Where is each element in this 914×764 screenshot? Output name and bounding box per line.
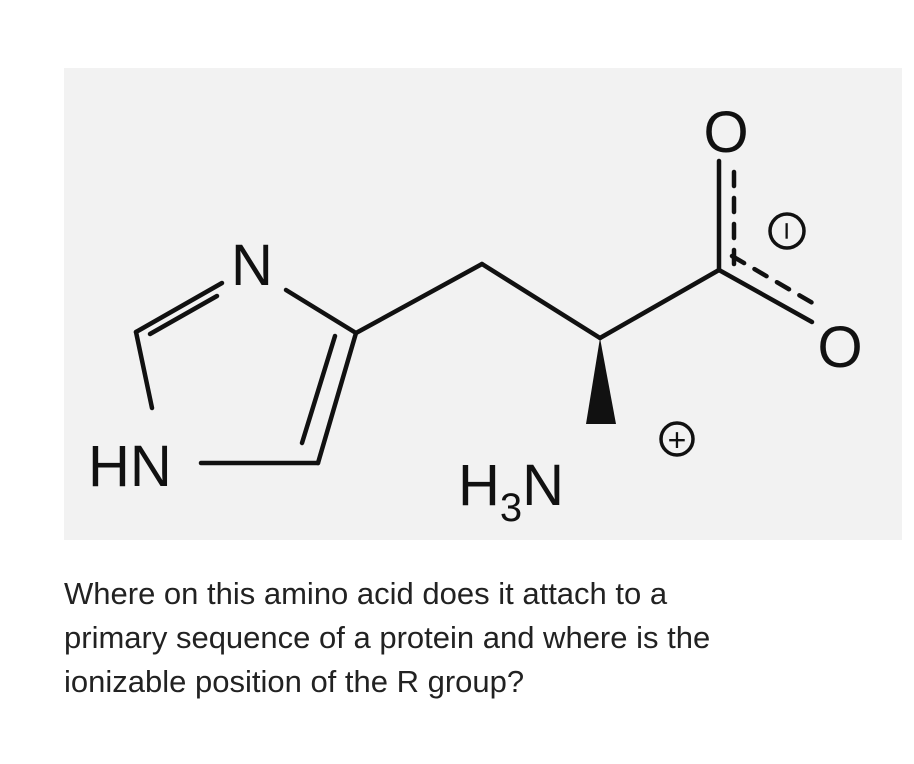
amine-subscript-3: 3 bbox=[499, 486, 523, 530]
bond-c-to-o-right-dashed bbox=[732, 256, 816, 305]
wedge-bond bbox=[586, 338, 616, 424]
ring-nitrogen-label: N bbox=[231, 233, 273, 298]
bond-ring-ch-to-c bbox=[318, 333, 356, 463]
bond-ring-c-to-ch2 bbox=[356, 264, 482, 333]
positive-charge bbox=[661, 422, 693, 458]
bond-c-to-n bbox=[286, 290, 356, 333]
negative-charge bbox=[769, 214, 805, 248]
carbonyl-oxygen-label: O bbox=[703, 100, 749, 165]
amine-group-label bbox=[458, 453, 564, 530]
question-text bbox=[64, 572, 894, 704]
bond-n-to-ch bbox=[136, 283, 222, 332]
ring-hn-label: HN bbox=[88, 434, 172, 499]
amine-h-label: H bbox=[458, 453, 500, 518]
question-line-1: Where on this amino acid does it attach to a bbox=[64, 576, 668, 611]
carboxylate-oxygen-label: O bbox=[817, 315, 863, 380]
bond-alpha-to-carboxyl bbox=[600, 270, 719, 338]
bond-ch-to-hn bbox=[136, 332, 152, 408]
question-line-2: primary sequence of a protein and where is the bbox=[64, 620, 711, 655]
bond-n-to-ch-double bbox=[150, 296, 217, 334]
structure-panel bbox=[64, 68, 902, 540]
bond-ch2-to-alpha bbox=[482, 264, 600, 338]
positive-charge-sign: + bbox=[667, 422, 687, 458]
negative-charge-sign: − bbox=[769, 221, 805, 241]
amine-n-label: N bbox=[522, 453, 565, 518]
question-line-3: ionizable position of the R group? bbox=[64, 664, 525, 699]
histidine-structure bbox=[64, 68, 902, 540]
